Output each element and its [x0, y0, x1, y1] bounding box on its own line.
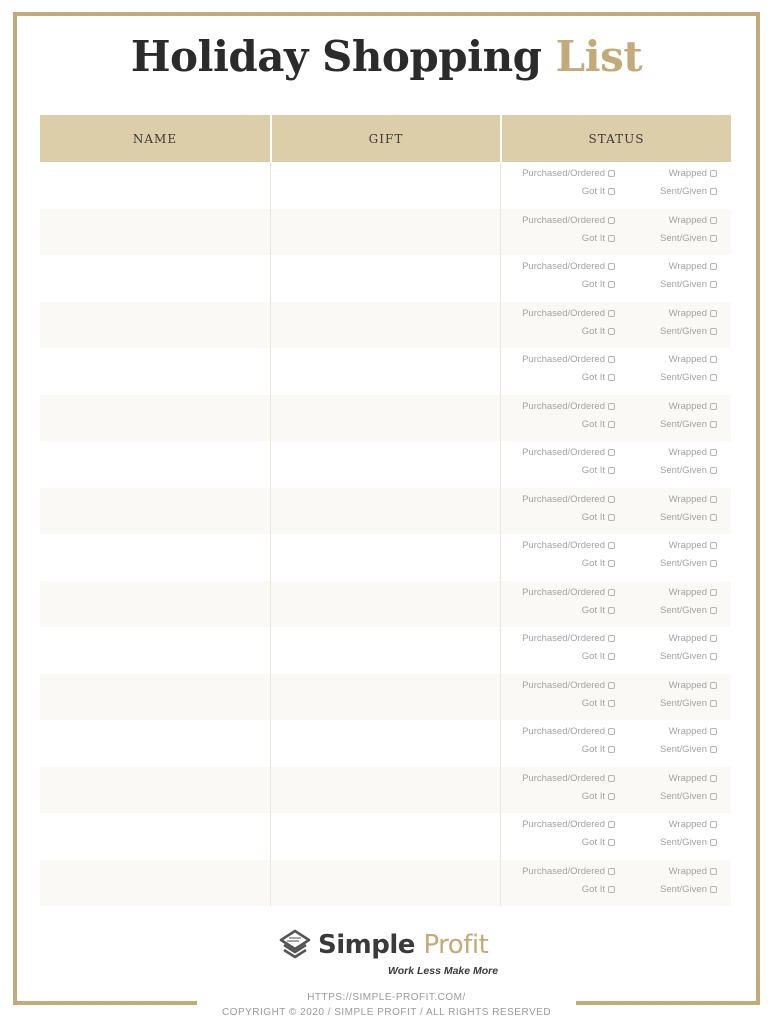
brand-logo: [278, 928, 488, 962]
gift-cell[interactable]: [270, 674, 500, 721]
status-option-label: Purchased/Ordered: [522, 307, 605, 319]
status-option-purchased-ordered[interactable]: [522, 773, 615, 784]
table-row: [40, 767, 731, 814]
layers-logo-icon: [278, 928, 312, 962]
status-option-got-it[interactable]: [582, 791, 615, 802]
table-row: [40, 534, 731, 581]
status-cell: [500, 255, 731, 302]
status-cell: [500, 302, 731, 349]
status-option-label: Got It: [581, 232, 605, 244]
checkbox-icon[interactable]: [710, 886, 717, 893]
status-option-sent-given[interactable]: [660, 605, 717, 616]
status-option-label: Purchased/Ordered: [522, 493, 605, 505]
status-option-wrapped[interactable]: [669, 540, 717, 551]
table-row: [40, 720, 731, 767]
name-cell[interactable]: [40, 302, 270, 349]
checkbox-icon[interactable]: [710, 310, 717, 317]
status-option-got-it[interactable]: [582, 465, 615, 476]
checkbox-icon[interactable]: [710, 263, 717, 270]
status-option-wrapped[interactable]: [669, 773, 717, 784]
status-option-label: Sent/Given: [660, 837, 707, 848]
status-option-label: Purchased/Ordered: [522, 679, 605, 691]
table-row: [40, 674, 731, 721]
status-option-label: Wrapped: [668, 354, 707, 365]
status-cell: [500, 209, 731, 256]
status-option-label: Got It: [581, 372, 605, 383]
checkbox-icon[interactable]: [710, 821, 717, 828]
table-row: [40, 627, 731, 674]
status-option-wrapped[interactable]: [669, 587, 717, 598]
checkbox-icon[interactable]: [710, 728, 717, 735]
status-cell: [500, 627, 731, 674]
checkbox-icon[interactable]: [608, 775, 615, 782]
status-option-got-it[interactable]: [582, 605, 615, 616]
status-option-label: Sent/Given: [660, 604, 707, 616]
status-option-label: Got It: [581, 604, 605, 616]
status-option-label: Wrapped: [668, 865, 707, 877]
name-cell[interactable]: [40, 395, 270, 442]
checkbox-icon[interactable]: [608, 235, 615, 242]
header-name: NAME: [40, 115, 270, 162]
gift-cell[interactable]: [270, 162, 500, 209]
checkbox-icon[interactable]: [608, 793, 615, 800]
status-option-sent-given[interactable]: [660, 791, 717, 802]
status-option-wrapped[interactable]: [669, 354, 717, 365]
status-option-got-it[interactable]: [582, 744, 615, 755]
status-option-sent-given[interactable]: [660, 372, 717, 383]
table-row: [40, 860, 731, 907]
status-option-sent-given[interactable]: [660, 558, 717, 569]
status-option-label: Sent/Given: [660, 325, 707, 337]
name-cell[interactable]: [40, 162, 270, 209]
status-option-label: Sent/Given: [660, 883, 707, 895]
checkbox-icon[interactable]: [710, 746, 717, 753]
status-option-got-it[interactable]: [582, 837, 615, 848]
name-cell[interactable]: [40, 860, 270, 907]
status-option-label: Got It: [581, 651, 605, 662]
page-frame-right: [756, 12, 760, 1005]
status-option-wrapped[interactable]: [669, 726, 717, 737]
status-option-label: Wrapped: [668, 447, 707, 458]
status-option-sent-given[interactable]: [660, 279, 717, 290]
checkbox-icon[interactable]: [608, 821, 615, 828]
shopping-table-body: [40, 162, 731, 906]
table-row: [40, 581, 731, 628]
checkbox-icon[interactable]: [710, 775, 717, 782]
status-option-purchased-ordered[interactable]: [522, 447, 615, 458]
checkbox-icon[interactable]: [710, 607, 717, 614]
checkbox-icon[interactable]: [710, 839, 717, 846]
status-option-wrapped[interactable]: [669, 633, 717, 644]
status-option-label: Sent/Given: [660, 744, 707, 755]
status-option-sent-given[interactable]: [660, 512, 717, 523]
table-row: [40, 813, 731, 860]
name-cell[interactable]: [40, 209, 270, 256]
checkbox-icon[interactable]: [710, 589, 717, 596]
status-option-sent-given[interactable]: [660, 698, 717, 709]
checkbox-icon[interactable]: [710, 374, 717, 381]
page-frame-top: [13, 12, 760, 16]
gift-cell[interactable]: [270, 813, 500, 860]
checkbox-icon[interactable]: [608, 421, 615, 428]
status-option-label: Got It: [581, 465, 605, 476]
checkbox-icon[interactable]: [710, 467, 717, 474]
checkbox-icon[interactable]: [608, 868, 615, 875]
table-row: [40, 209, 731, 256]
name-cell[interactable]: [40, 581, 270, 628]
status-option-label: Purchased/Ordered: [522, 772, 605, 784]
status-option-got-it[interactable]: [582, 884, 615, 895]
checkbox-icon[interactable]: [608, 700, 615, 707]
name-cell[interactable]: [40, 441, 270, 488]
checkbox-icon[interactable]: [608, 403, 615, 410]
status-option-label: Sent/Given: [660, 186, 707, 197]
table-row: [40, 348, 731, 395]
status-option-purchased-ordered[interactable]: [522, 168, 615, 179]
checkbox-icon[interactable]: [608, 310, 615, 317]
status-option-label: Wrapped: [668, 679, 707, 691]
status-option-purchased-ordered[interactable]: [522, 308, 615, 319]
status-option-label: Got It: [581, 418, 605, 430]
status-option-label: Got It: [581, 186, 605, 197]
status-option-label: Purchased/Ordered: [522, 586, 605, 598]
status-option-purchased-ordered[interactable]: [522, 215, 615, 226]
status-option-label: Wrapped: [668, 214, 707, 226]
status-option-got-it[interactable]: [582, 512, 615, 523]
status-option-sent-given[interactable]: [660, 837, 717, 848]
status-option-label: Sent/Given: [660, 511, 707, 523]
checkbox-icon[interactable]: [608, 589, 615, 596]
status-option-label: Sent/Given: [660, 465, 707, 476]
status-option-label: Wrapped: [668, 307, 707, 319]
status-option-label: Sent/Given: [660, 558, 707, 569]
checkbox-icon[interactable]: [710, 235, 717, 242]
name-cell[interactable]: [40, 813, 270, 860]
gift-cell[interactable]: [270, 395, 500, 442]
page-title: [0, 32, 773, 81]
checkbox-icon[interactable]: [608, 886, 615, 893]
brand-name-main: Simple: [318, 930, 415, 960]
status-option-label: Wrapped: [668, 586, 707, 598]
status-cell: [500, 674, 731, 721]
status-option-wrapped[interactable]: [669, 215, 717, 226]
table-row: [40, 302, 731, 349]
status-cell: [500, 720, 731, 767]
status-option-purchased-ordered[interactable]: [522, 819, 615, 830]
name-cell[interactable]: [40, 488, 270, 535]
status-option-wrapped[interactable]: [669, 168, 717, 179]
status-option-label: Purchased/Ordered: [522, 214, 605, 226]
table-row: [40, 441, 731, 488]
status-option-label: Got It: [581, 744, 605, 755]
status-option-sent-given[interactable]: [660, 186, 717, 197]
status-option-label: Sent/Given: [660, 651, 707, 662]
checkbox-icon[interactable]: [608, 839, 615, 846]
checkbox-icon[interactable]: [608, 542, 615, 549]
status-option-label: Purchased/Ordered: [522, 261, 605, 272]
title-main: Holiday Shopping: [130, 32, 542, 81]
status-cell: [500, 441, 731, 488]
status-option-sent-given[interactable]: [660, 651, 717, 662]
checkbox-icon[interactable]: [710, 281, 717, 288]
checkbox-icon[interactable]: [710, 682, 717, 689]
status-cell: [500, 348, 731, 395]
status-option-wrapped[interactable]: [669, 261, 717, 272]
status-option-sent-given[interactable]: [660, 233, 717, 244]
status-option-label: Purchased/Ordered: [522, 540, 605, 551]
status-option-purchased-ordered[interactable]: [522, 633, 615, 644]
gift-cell[interactable]: [270, 348, 500, 395]
gift-cell[interactable]: [270, 255, 500, 302]
checkbox-icon[interactable]: [608, 188, 615, 195]
checkbox-icon[interactable]: [710, 356, 717, 363]
name-cell[interactable]: [40, 720, 270, 767]
checkbox-icon[interactable]: [608, 281, 615, 288]
status-option-wrapped[interactable]: [669, 308, 717, 319]
gift-cell[interactable]: [270, 534, 500, 581]
brand-name: [318, 930, 488, 960]
status-option-wrapped[interactable]: [669, 494, 717, 505]
gift-cell[interactable]: [270, 860, 500, 907]
table-header: [40, 115, 731, 162]
status-option-label: Sent/Given: [660, 418, 707, 430]
status-option-label: Purchased/Ordered: [522, 633, 605, 644]
table-row: [40, 395, 731, 442]
status-option-wrapped[interactable]: [669, 680, 717, 691]
brand-name-accent: Profit: [423, 930, 489, 960]
status-cell: [500, 395, 731, 442]
gift-cell[interactable]: [270, 581, 500, 628]
checkbox-icon[interactable]: [608, 328, 615, 335]
checkbox-icon[interactable]: [608, 635, 615, 642]
status-option-purchased-ordered[interactable]: [522, 587, 615, 598]
footer-copyright: COPYRIGHT © 2020 / SIMPLE PROFIT / ALL RIGHTS RESERVED: [221, 1007, 552, 1018]
name-cell[interactable]: [40, 674, 270, 721]
table-row: [40, 255, 731, 302]
status-option-label: Purchased/Ordered: [522, 447, 605, 458]
checkbox-icon[interactable]: [608, 374, 615, 381]
status-option-purchased-ordered[interactable]: [522, 726, 615, 737]
status-option-wrapped[interactable]: [669, 866, 717, 877]
status-option-label: Got It: [581, 697, 605, 709]
checkbox-icon[interactable]: [608, 653, 615, 660]
status-option-label: Got It: [581, 883, 605, 895]
header-status: STATUS: [500, 115, 731, 162]
status-option-label: Got It: [581, 558, 605, 569]
status-option-label: Purchased/Ordered: [522, 865, 605, 877]
status-option-label: Purchased/Ordered: [522, 168, 605, 179]
checkbox-icon[interactable]: [608, 496, 615, 503]
gift-cell[interactable]: [270, 488, 500, 535]
gift-cell[interactable]: [270, 720, 500, 767]
status-option-label: Purchased/Ordered: [522, 354, 605, 365]
footer-url[interactable]: HTTPS://SIMPLE-PROFIT.COM/: [307, 992, 466, 1003]
header-gift: GIFT: [270, 115, 500, 162]
gift-cell[interactable]: [270, 209, 500, 256]
checkbox-icon[interactable]: [710, 170, 717, 177]
status-option-got-it[interactable]: [582, 279, 615, 290]
status-option-label: Wrapped: [668, 819, 707, 830]
checkbox-icon[interactable]: [608, 217, 615, 224]
brand-tagline: Work Less Make More: [388, 965, 499, 977]
status-cell: [500, 488, 731, 535]
checkbox-icon[interactable]: [608, 746, 615, 753]
status-cell: [500, 581, 731, 628]
checkbox-icon[interactable]: [608, 682, 615, 689]
status-option-purchased-ordered[interactable]: [522, 261, 615, 272]
checkbox-icon[interactable]: [710, 868, 717, 875]
name-cell[interactable]: [40, 348, 270, 395]
checkbox-icon[interactable]: [710, 560, 717, 567]
checkbox-icon[interactable]: [710, 514, 717, 521]
status-option-label: Purchased/Ordered: [522, 819, 605, 830]
checkbox-icon[interactable]: [608, 263, 615, 270]
status-option-label: Purchased/Ordered: [522, 726, 605, 737]
checkbox-icon[interactable]: [710, 217, 717, 224]
checkbox-icon[interactable]: [608, 356, 615, 363]
name-cell[interactable]: [40, 255, 270, 302]
name-cell[interactable]: [40, 627, 270, 674]
checkbox-icon[interactable]: [608, 728, 615, 735]
status-option-label: Wrapped: [668, 633, 707, 644]
status-option-label: Sent/Given: [660, 232, 707, 244]
checkbox-icon[interactable]: [608, 560, 615, 567]
checkbox-icon[interactable]: [710, 328, 717, 335]
status-option-sent-given[interactable]: [660, 744, 717, 755]
status-option-label: Wrapped: [668, 540, 707, 551]
status-cell: [500, 767, 731, 814]
status-option-got-it[interactable]: [582, 372, 615, 383]
status-option-got-it[interactable]: [582, 698, 615, 709]
status-option-label: Got It: [581, 837, 605, 848]
status-option-label: Wrapped: [668, 261, 707, 272]
status-option-label: Got It: [581, 790, 605, 802]
status-option-purchased-ordered[interactable]: [522, 680, 615, 691]
checkbox-icon[interactable]: [608, 449, 615, 456]
status-option-label: Wrapped: [668, 168, 707, 179]
status-option-wrapped[interactable]: [669, 819, 717, 830]
status-option-got-it[interactable]: [582, 651, 615, 662]
status-cell: [500, 534, 731, 581]
checkbox-icon[interactable]: [608, 170, 615, 177]
checkbox-icon[interactable]: [710, 421, 717, 428]
checkbox-icon[interactable]: [710, 188, 717, 195]
gift-cell[interactable]: [270, 302, 500, 349]
status-option-purchased-ordered[interactable]: [522, 494, 615, 505]
checkbox-icon[interactable]: [608, 514, 615, 521]
status-option-wrapped[interactable]: [669, 401, 717, 412]
status-option-sent-given[interactable]: [660, 465, 717, 476]
checkbox-icon[interactable]: [608, 467, 615, 474]
status-option-label: Wrapped: [668, 772, 707, 784]
name-cell[interactable]: [40, 534, 270, 581]
status-option-label: Wrapped: [668, 493, 707, 505]
checkbox-icon[interactable]: [608, 607, 615, 614]
status-option-purchased-ordered[interactable]: [522, 540, 615, 551]
status-option-sent-given[interactable]: [660, 884, 717, 895]
status-option-label: Got It: [581, 511, 605, 523]
status-cell: [500, 162, 731, 209]
checkbox-icon[interactable]: [710, 653, 717, 660]
checkbox-icon[interactable]: [710, 700, 717, 707]
page-frame-left: [13, 12, 17, 1005]
status-option-label: Sent/Given: [660, 372, 707, 383]
status-cell: [500, 860, 731, 907]
checkbox-icon[interactable]: [710, 496, 717, 503]
status-option-label: Wrapped: [668, 726, 707, 737]
gift-cell[interactable]: [270, 627, 500, 674]
status-option-sent-given[interactable]: [660, 419, 717, 430]
checkbox-icon[interactable]: [710, 635, 717, 642]
checkbox-icon[interactable]: [710, 542, 717, 549]
table-row: [40, 162, 731, 209]
status-option-label: Wrapped: [668, 400, 707, 412]
status-option-label: Sent/Given: [660, 790, 707, 802]
table-row: [40, 488, 731, 535]
status-option-sent-given[interactable]: [660, 326, 717, 337]
status-option-got-it[interactable]: [582, 186, 615, 197]
status-option-label: Purchased/Ordered: [522, 400, 605, 412]
status-option-got-it[interactable]: [582, 326, 615, 337]
gift-cell[interactable]: [270, 767, 500, 814]
gift-cell[interactable]: [270, 441, 500, 488]
status-cell: [500, 813, 731, 860]
status-option-purchased-ordered[interactable]: [522, 354, 615, 365]
status-option-label: Got It: [581, 279, 605, 290]
status-option-got-it[interactable]: [582, 419, 615, 430]
checkbox-icon[interactable]: [710, 793, 717, 800]
status-option-label: Sent/Given: [660, 697, 707, 709]
name-cell[interactable]: [40, 767, 270, 814]
checkbox-icon[interactable]: [710, 449, 717, 456]
status-option-purchased-ordered[interactable]: [522, 401, 615, 412]
status-option-wrapped[interactable]: [669, 447, 717, 458]
status-option-label: Sent/Given: [660, 279, 707, 290]
status-option-got-it[interactable]: [582, 233, 615, 244]
checkbox-icon[interactable]: [710, 403, 717, 410]
status-option-got-it[interactable]: [582, 558, 615, 569]
status-option-label: Got It: [581, 325, 605, 337]
title-accent: List: [555, 32, 643, 81]
status-option-purchased-ordered[interactable]: [522, 866, 615, 877]
